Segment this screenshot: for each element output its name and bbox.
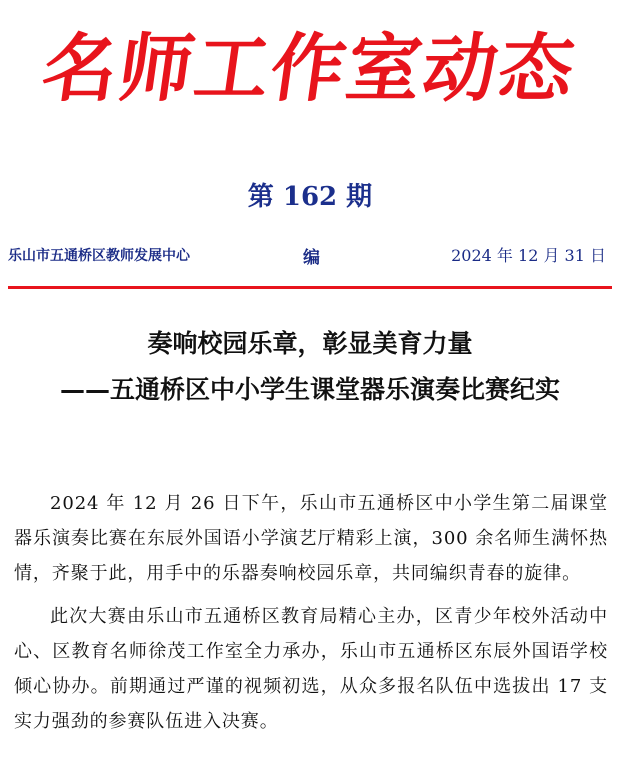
- publication-meta: [0, 243, 620, 267]
- header-divider: [8, 286, 612, 289]
- masthead: [0, 4, 620, 122]
- article-paragraph: 2024 年 12 月 26 日下午，乐山市五通桥区中小学生第二届课堂器乐演奏比赛在东辰外国语小学演艺厅精彩上演，300 余名师生满怀热情，齐聚于此，用手中的乐器奏响校园乐章，共同编织青春的旋律。: [14, 493, 608, 584]
- publication-date: 2024 年 12 月 31 日: [451, 246, 606, 265]
- article-body: [14, 486, 608, 747]
- edit-label: 编: [303, 248, 320, 268]
- masthead-title: 名师工作室动态: [37, 26, 582, 112]
- article-paragraph: 此次大赛由乐山市五通桥区教育局精心主办，区青少年校外活动中心、区教育名师徐茂工作室全力承办，乐山市五通桥区东辰外国语学校倾心协办。前期通过严谨的视频初选，从众多报名队伍中选拔出 17 支实力强劲的参赛队伍进入决赛。: [14, 606, 608, 732]
- article-subtitle: ——五通桥区中小学生课堂器乐演奏比赛纪实: [59, 375, 560, 404]
- issue-number: 第 162 期: [247, 182, 373, 212]
- publisher-organization: 乐山市五通桥区教师发展中心: [8, 248, 190, 264]
- article-title: 奏响校园乐章，彰显美育力量: [147, 329, 473, 358]
